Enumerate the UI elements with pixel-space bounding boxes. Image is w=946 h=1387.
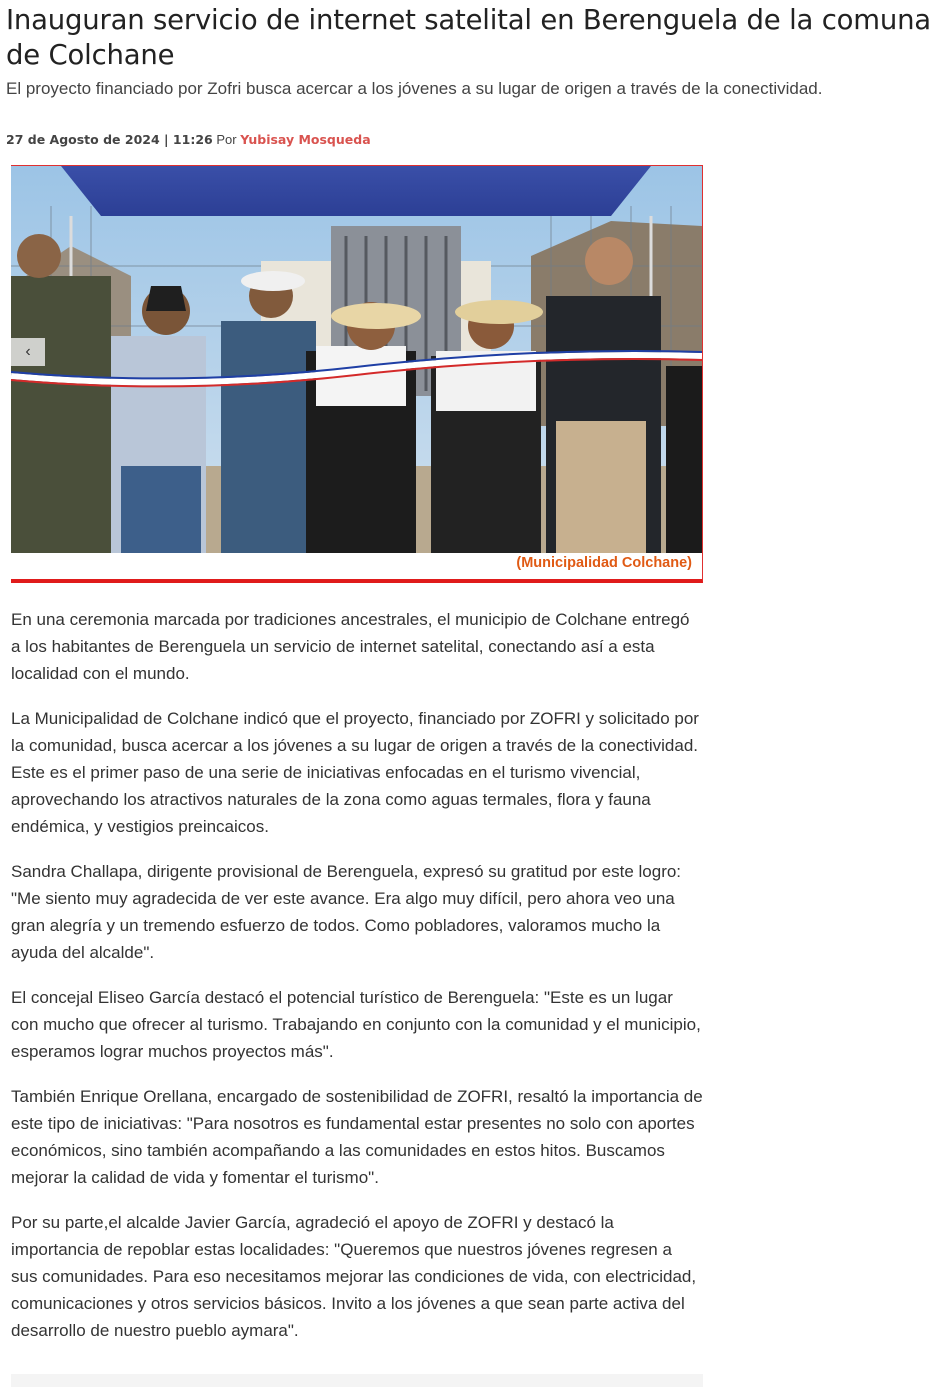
paragraph: El concejal Eliseo García destacó el potencial turístico de Berenguela: "Este es un lugar con mucho que ofrecer al turismo. Trabajando en conjunto con la comunidad y el municipio, esperamos lograr muchos proyectos más". <box>11 988 701 1061</box>
next-content-strip <box>11 1374 703 1387</box>
article-figure <box>11 165 703 583</box>
chevron-left-icon: ‹ <box>25 343 31 360</box>
paragraph: La Municipalidad de Colchane indicó que el proyecto, financiado por ZOFRI y solicitado por la comunidad, busca acercar a los jóvenes a su lugar de origen a través de la conectividad. Este es el primer paso de una serie de iniciativas enfocadas en el turismo vivencial, aprovechando los atractivos naturales de la zona como aguas termales, flora y fauna endémica, y vestigios preincaicos. <box>11 709 699 836</box>
carousel-prev-button[interactable] <box>11 338 45 366</box>
publish-date: 27 de Agosto de 2024 | 11:26 <box>6 132 213 147</box>
byline <box>6 132 371 148</box>
author-link[interactable]: Yubisay Mosqueda <box>240 132 371 147</box>
image-caption: (Municipalidad Colchane) <box>516 555 692 571</box>
paragraph: En una ceremonia marcada por tradiciones ancestrales, el municipio de Colchane entregó a los habitantes de Berenguela un servicio de internet satelital, conectando así a esta localidad con el mundo. <box>11 610 690 683</box>
paragraph: Por su parte,el alcalde Javier García, agradeció el apoyo de ZOFRI y destacó la importancia de repoblar estas localidades: "Queremos que nuestros jóvenes regresen a sus comunidades. Para eso necesitamos mejorar las condiciones de vida, con electricidad, comunicaciones y otros servicios básicos. Invito a los jóvenes a que sean parte activa del desarrollo de nuestro pueblo aymara". <box>11 1213 697 1340</box>
paragraph: También Enrique Orellana, encargado de sostenibilidad de ZOFRI, resaltó la importancia de este tipo de iniciativas: "Para nosotros es fundamental estar presentes no solo con aportes económicos, sino también acompañando a las comunidades en estos hitos. Buscamos mejorar la calidad de vida y fomentar el turismo". <box>11 1087 703 1187</box>
article-body <box>11 606 703 1362</box>
by-label: Por <box>216 132 237 147</box>
paragraph: Sandra Challapa, dirigente provisional de Berenguela, expresó su gratitud por este logro: "Me siento muy agradecida de ver este avance. Era algo muy difícil, pero ahora veo una gran alegría y un tremendo esfuerzo de todos. Como pobladores, valoramos mucho la ayuda del alcalde". <box>11 862 682 962</box>
article-title: Inauguran servicio de internet satelital en Berenguela de la comuna de Colchane <box>6 4 931 71</box>
article-subtitle: El proyecto financiado por Zofri busca acercar a los jóvenes a su lugar de origen a través de la conectividad. <box>6 79 823 98</box>
ceremony-photo <box>11 166 702 553</box>
